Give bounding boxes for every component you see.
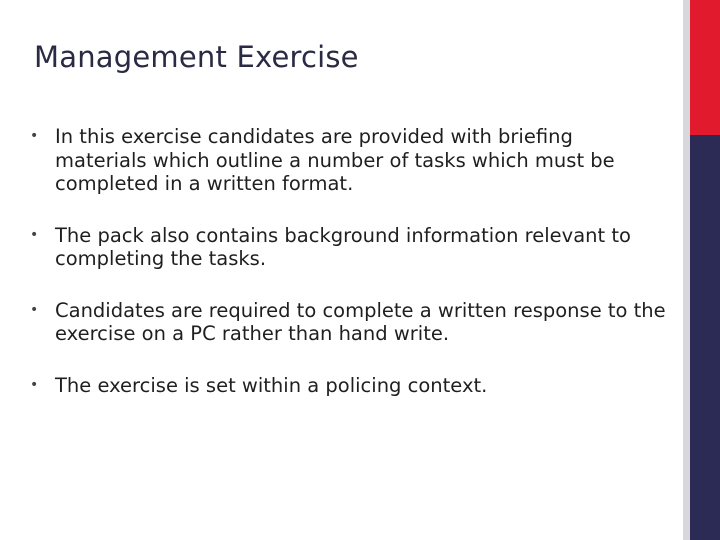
bullet-item	[30, 299, 670, 346]
slide-title: Management Exercise	[34, 40, 359, 74]
side-accent-navy	[690, 135, 720, 540]
bullet-dot-icon: •	[30, 301, 39, 318]
bullet-text: The exercise is set within a policing context.	[55, 373, 488, 397]
side-accent-red	[690, 0, 720, 135]
bullet-text: Candidates are required to complete a written response to the exercise on a PC rather than hand write.	[55, 298, 666, 345]
bullet-text: The pack also contains background information relevant to completing the tasks.	[55, 223, 631, 270]
bullet-dot-icon: •	[30, 128, 39, 144]
bullet-dot-icon: •	[30, 226, 39, 243]
bullet-item	[30, 224, 670, 271]
bullet-dot-icon: •	[30, 376, 39, 393]
bullet-item	[30, 125, 670, 196]
bullet-list	[30, 125, 670, 419]
bullet-item	[30, 374, 670, 398]
side-accent-edge	[683, 0, 690, 540]
bullet-text: In this exercise candidates are provided with briefing materials which outline a number of tasks which must be completed in a written format.	[55, 125, 615, 195]
side-accent-bar	[690, 0, 720, 540]
